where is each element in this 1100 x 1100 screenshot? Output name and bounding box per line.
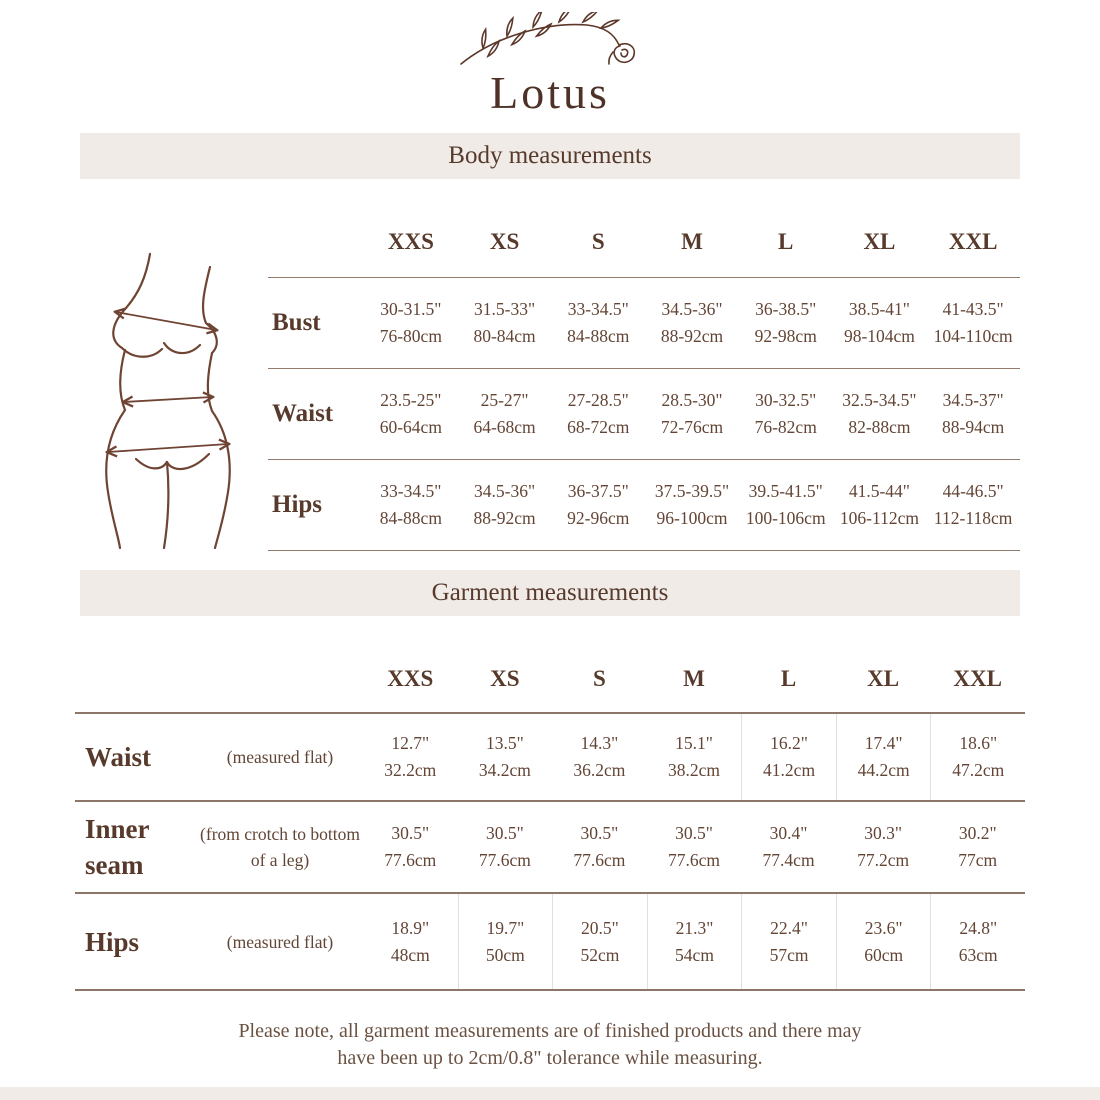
measurement-cell: [739, 278, 833, 368]
body-section-title: Body measurements: [448, 142, 652, 169]
measurement-cell: [926, 278, 1020, 368]
value-inches: 34.5-36": [661, 299, 723, 319]
size-header-l: L: [780, 665, 797, 691]
table-row-garment-hips: [75, 892, 1025, 991]
measurement-cell: [645, 278, 739, 368]
value-cm: 54cm: [675, 944, 714, 965]
row-label: Bust: [272, 309, 321, 336]
value-cm: 96-100cm: [656, 508, 728, 528]
size-header-s: S: [591, 229, 605, 254]
row-label: Hips: [85, 926, 140, 957]
value-cm: 44.2cm: [857, 760, 910, 780]
value-inches: 30.3": [864, 823, 903, 843]
value-cm: 100-106cm: [745, 508, 826, 528]
size-header-xs: XS: [489, 229, 520, 254]
table-row-bust: [268, 277, 1020, 368]
value-cm: 77.2cm: [857, 850, 910, 870]
measurement-cell: [551, 278, 645, 368]
size-header-xxs: XXS: [387, 665, 434, 691]
brand-name: Lotus: [490, 67, 610, 118]
value-cm: 60-64cm: [379, 417, 442, 437]
value-cm: 88-92cm: [473, 508, 536, 528]
measurement-cell: [363, 894, 458, 989]
value-inches: 22.4": [770, 917, 808, 938]
value-inches: 38.5-41": [848, 299, 910, 319]
size-header-m: M: [683, 665, 705, 691]
size-header-l: L: [778, 229, 794, 254]
size-header-xxl: XXL: [953, 665, 1002, 691]
measurement-cell: [647, 802, 742, 892]
value-cm: 36.2cm: [573, 760, 626, 780]
value-cm: 63cm: [958, 944, 998, 965]
tolerance-note-line1: Please note, all garment measurements are of finished products and there may: [238, 1020, 862, 1042]
measurement-cell: [458, 802, 553, 892]
garment-section-header: [80, 570, 1020, 616]
value-cm: 52cm: [580, 944, 620, 965]
value-inches: 37.5-39.5": [654, 481, 730, 501]
row-label: Waist: [272, 400, 334, 427]
value-cm: 92-98cm: [754, 326, 817, 346]
value-cm: 76-80cm: [379, 326, 442, 346]
value-inches: 17.4": [864, 733, 903, 753]
value-inches: 34.5-36": [474, 481, 536, 501]
value-cm: 88-92cm: [660, 326, 724, 346]
measurement-cell: [458, 278, 552, 368]
value-cm: 77cm: [958, 850, 998, 870]
value-cm: 57cm: [769, 944, 809, 965]
value-inches: 20.5": [581, 917, 619, 938]
body-section-header: [80, 133, 1020, 179]
garment-section-title: Garment measurements: [431, 579, 669, 606]
bottom-decorative-bar: [0, 1087, 1100, 1100]
value-inches: 30.2": [958, 823, 997, 843]
value-cm: 84-88cm: [567, 326, 630, 346]
measurement-cell: [836, 894, 931, 989]
value-inches: 44-46.5": [942, 481, 1004, 501]
value-inches: 13.5": [485, 733, 524, 753]
value-inches: 25-27": [480, 390, 529, 410]
measurement-cell: [552, 714, 647, 800]
measurement-cell: [930, 714, 1025, 800]
measurement-cell: [926, 460, 1020, 550]
value-inches: 39.5-41.5": [748, 481, 823, 501]
value-cm: 92-96cm: [567, 508, 630, 528]
measurement-cell: [458, 894, 553, 989]
size-header-xxl: XXL: [948, 229, 998, 254]
body-silhouette-icon: [92, 251, 247, 549]
value-inches: 36-38.5": [755, 299, 817, 319]
value-inches: 15.1": [675, 733, 713, 753]
tolerance-note: [0, 1018, 1100, 1072]
size-header-s: S: [593, 665, 606, 691]
value-cm: 112-118cm: [933, 508, 1013, 528]
measurement-cell: [741, 802, 836, 892]
value-cm: 60cm: [864, 944, 904, 965]
measurement-cell: [930, 894, 1025, 989]
measurement-cell: [551, 369, 645, 459]
measurement-cell: [739, 369, 833, 459]
value-inches: 19.7": [486, 917, 525, 938]
value-cm: 84-88cm: [379, 508, 442, 528]
measurement-cell: [833, 460, 927, 550]
value-cm: 32.2cm: [384, 760, 437, 780]
value-cm: 77.4cm: [762, 850, 815, 870]
value-inches: 28.5-30": [661, 390, 723, 410]
value-inches: 14.3": [580, 733, 619, 753]
value-inches: 21.3": [675, 917, 714, 938]
value-cm: 104-110cm: [933, 326, 1013, 346]
value-inches: 23.6": [864, 917, 903, 938]
value-inches: 32.5-34.5": [842, 390, 917, 410]
value-inches: 41.5-44": [848, 481, 910, 501]
value-inches: 27-28.5": [567, 390, 629, 410]
table-row-waist: [268, 368, 1020, 459]
row-note: (measured flat): [226, 931, 334, 952]
value-cm: 77.6cm: [667, 850, 720, 870]
tolerance-note-line2: have been up to 2cm/0.8" tolerance while measuring.: [337, 1047, 763, 1069]
measurement-cell: [739, 460, 833, 550]
measurement-cell: [836, 802, 931, 892]
value-inches: 36-37.5": [567, 481, 629, 501]
branch-rose-icon: [455, 12, 645, 70]
measurement-cell: [458, 714, 553, 800]
measurement-cell: [363, 802, 458, 892]
value-cm: 82-88cm: [848, 417, 911, 437]
value-cm: 88-94cm: [942, 417, 1005, 437]
measurement-cell: [645, 369, 739, 459]
value-inches: 18.9": [391, 917, 430, 938]
garment-measurements-table: [75, 645, 1025, 991]
measurement-cell: [741, 714, 836, 800]
measurement-cell: [551, 460, 645, 550]
value-cm: 77.6cm: [478, 850, 531, 870]
value-cm: 41.2cm: [763, 760, 816, 780]
measurement-cell: [364, 369, 458, 459]
value-cm: 106-112cm: [839, 508, 919, 528]
value-cm: 47.2cm: [952, 760, 1005, 780]
value-cm: 50cm: [485, 944, 525, 965]
measurement-cell: [926, 369, 1020, 459]
measurement-cell: [458, 460, 552, 550]
body-size-header-row: [268, 207, 1020, 277]
measurement-cell: [552, 802, 647, 892]
measurement-cell: [741, 894, 836, 989]
measurement-cell: [833, 369, 927, 459]
measurement-cell: [930, 802, 1025, 892]
table-row-inner-seam: [75, 800, 1025, 892]
value-cm: 48cm: [390, 944, 430, 965]
body-measurements-table: [268, 207, 1020, 551]
row-note: (from crotch to bottom of a leg): [200, 824, 360, 870]
value-cm: 68-72cm: [567, 417, 630, 437]
value-cm: 72-76cm: [660, 417, 724, 437]
value-inches: 34.5-37": [942, 390, 1004, 410]
value-inches: 33-34.5": [567, 299, 629, 319]
row-note: (measured flat): [226, 747, 334, 767]
measurement-cell: [364, 278, 458, 368]
value-cm: 98-104cm: [843, 326, 915, 346]
table-row-hips: [268, 459, 1020, 551]
value-inches: 16.2": [770, 733, 808, 753]
measurement-cell: [363, 714, 458, 800]
value-cm: 64-68cm: [473, 417, 536, 437]
value-cm: 80-84cm: [473, 326, 536, 346]
value-inches: 30.5": [580, 823, 619, 843]
value-inches: 18.6": [959, 733, 998, 753]
measurement-cell: [647, 714, 742, 800]
value-inches: 31.5-33": [474, 299, 536, 319]
row-label: Hips: [272, 491, 323, 518]
garment-size-header-row: [75, 645, 1025, 712]
measurement-cell: [833, 278, 927, 368]
measurement-cell: [552, 894, 647, 989]
value-cm: 76-82cm: [754, 417, 817, 437]
value-inches: 24.8": [959, 917, 998, 938]
value-cm: 34.2cm: [478, 760, 531, 780]
value-inches: 41-43.5": [942, 299, 1004, 319]
measurement-cell: [647, 894, 742, 989]
value-inches: 33-34.5": [380, 481, 442, 501]
value-inches: 12.7": [391, 733, 430, 753]
size-header-xs: XS: [490, 665, 520, 691]
measurement-cell: [458, 369, 552, 459]
value-cm: 77.6cm: [573, 850, 626, 870]
value-inches: 30.5": [391, 823, 430, 843]
value-inches: 23.5-25": [380, 390, 442, 410]
value-inches: 30.5": [675, 823, 713, 843]
size-header-xl: XL: [863, 229, 896, 254]
value-inches: 30.5": [485, 823, 524, 843]
value-inches: 30-32.5": [755, 390, 817, 410]
row-label: Waist: [85, 742, 152, 772]
measurement-cell: [836, 714, 931, 800]
row-label: Inner seam: [85, 814, 150, 880]
value-cm: 38.2cm: [667, 760, 720, 780]
size-header-xl: XL: [867, 665, 900, 691]
size-header-xxs: XXS: [387, 229, 434, 254]
value-inches: 30-31.5": [380, 299, 442, 319]
table-row-garment-waist: [75, 712, 1025, 800]
size-header-m: M: [681, 229, 703, 254]
value-cm: 77.6cm: [384, 850, 437, 870]
measurement-cell: [364, 460, 458, 550]
value-inches: 30.4": [769, 823, 808, 843]
measurement-cell: [645, 460, 739, 550]
